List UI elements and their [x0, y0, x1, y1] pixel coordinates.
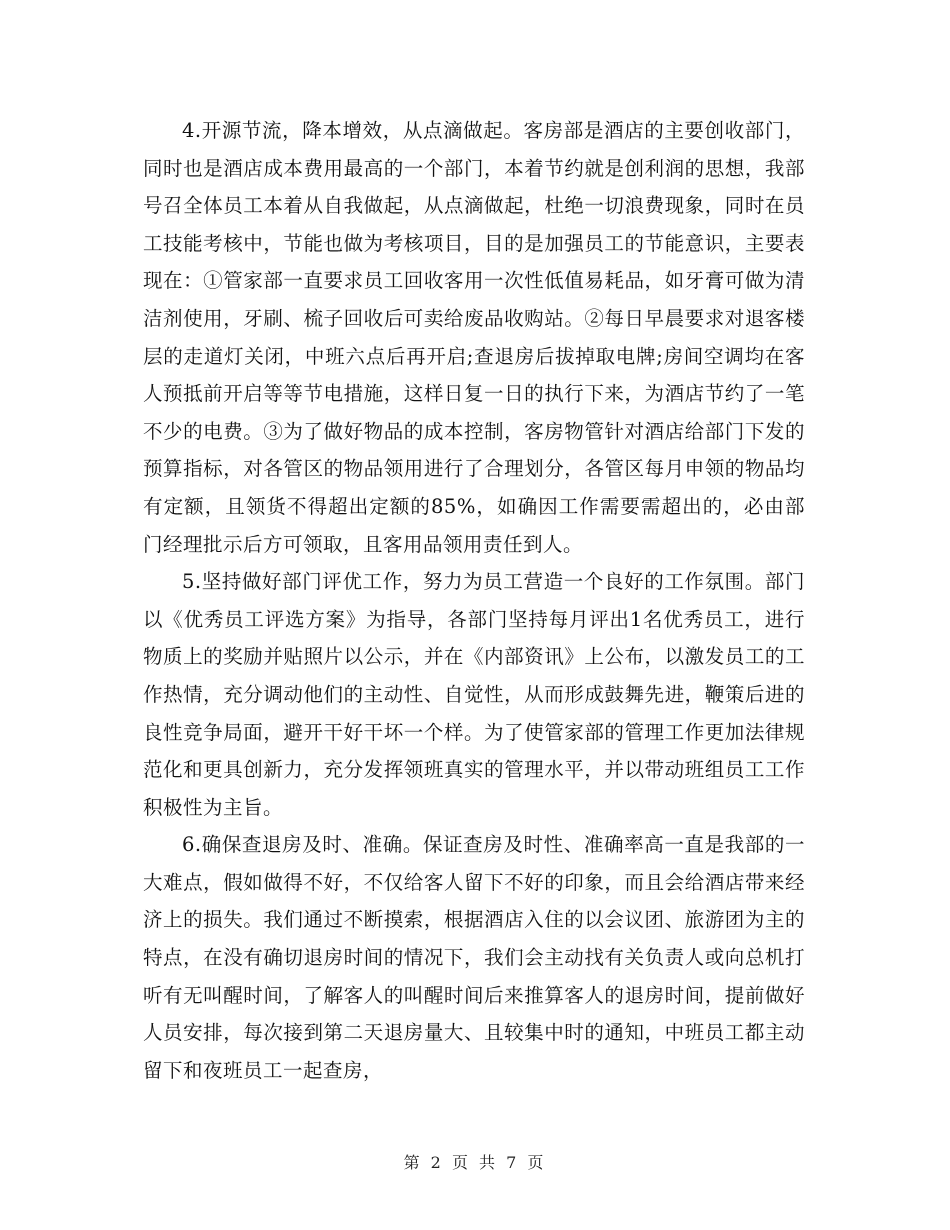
paragraph-item-5: 5.坚持做好部门评优工作，努力为员工营造一个良好的工作氛围。部门以《优秀员工评选方案》为指导，各部门坚持每月评出1名优秀员工，进行物质上的奖励并贴照片以公示，并在《内部资讯》上公布，以激发员工的工作热情，充分调动他们的主动性、自觉性，从而形成鼓舞先进，鞭策后进的良性竞争局面，避开干好干坏一个样。为了使管家部的管理工作更加法律规范化和更具创新力，充分发挥领班真实的管理水平，并以带动班组员工工作积极性为主旨。 — [143, 570, 805, 819]
document-body — [143, 112, 805, 1089]
paragraph-item-6: 6.确保查退房及时、准确。保证查房及时性、准确率高一直是我部的一大难点，假如做得不好，不仅给客人留下不好的印象，而且会给酒店带来经济上的损失。我们通过不断摸索，根据酒店入住的以会议团、旅游团为主的特点，在没有确切退房时间的情况下，我们会主动找有关负责人或向总机打听有无叫醒时间，了解客人的叫醒时间后来推算客人的退房时间，提前做好人员安排，每次接到第二天退房量大、且较集中时的通知，中班员工都主动留下和夜班员工一起查房， — [143, 833, 805, 1082]
paragraph-item-4: 4.开源节流，降本增效，从点滴做起。客房部是酒店的主要创收部门，同时也是酒店成本费用最高的一个部门，本着节约就是创利润的思想，我部号召全体员工本着从自我做起，从点滴做起，杜绝一切浪费现象，同时在员工技能考核中，节能也做为考核项目，目的是加强员工的节能意识，主要表现在：①管家部一直要求员工回收客用一次性低值易耗品，如牙膏可做为清洁剂使用，牙刷、梳子回收后可卖给废品收购站。②每日早晨要求对退客楼层的走道灯关闭，中班六点后再开启;查退房后拔掉取电牌;房间空调均在客人预抵前开启等等节电措施，这样日复一日的执行下来，为酒店节约了一笔不少的电费。③为了做好物品的成本控制，客房物管针对酒店给部门下发的预算指标，对各管区的物品领用进行了合理划分，各管区每月申领的物品均有定额，且领货不得超出定额的85%，如确因工作需要需超出的，必由部门经理批示后方可领取，且客用品领用责任到人。 — [143, 119, 805, 556]
page-footer: 第 2 页 共 7 页 — [403, 1153, 547, 1172]
